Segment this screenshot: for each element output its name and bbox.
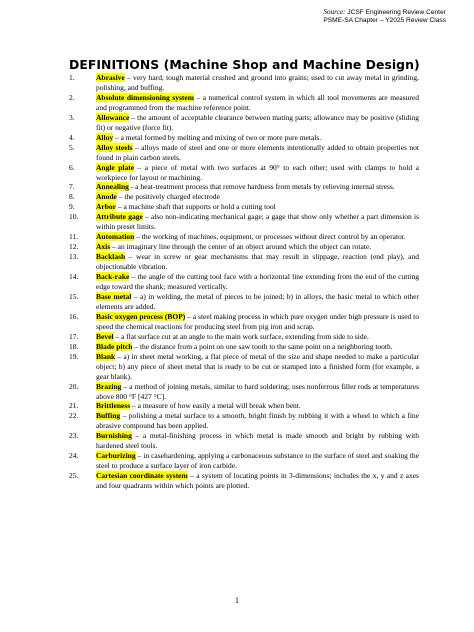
item-number: 25. [69,471,79,481]
definition-text: – a measure of how easily a metal will break when bent. [130,401,301,411]
page-title: DEFINITIONS (Machine Shop and Machine Design) [69,57,420,72]
definition-text: – a flat surface cut at an angle to the main work surface, extending from side to side. [113,331,369,341]
definition-item [69,252,419,272]
term-highlight: Abrasive [96,73,125,82]
definition-list [69,73,419,491]
item-number: 6. [69,162,75,172]
item-number: 11. [69,232,79,242]
definition-text: – in casehardening, applying a carbonaceous substance to the surface of steel and soaking the steel to produce a surface layer of iron carbide. [96,451,419,471]
source-note [323,8,446,25]
term-highlight: Blank [96,351,116,361]
definition-item [69,431,419,451]
definition-text: – a) in sheet metal working, a flat piece of metal of the size and shape needed to make a particular object; b) any piece of sheet metal that is ready to be cut or stamped into a finished form (for example, a gear blank). [96,351,419,381]
chapter-line: PSME-SA Chapter – Y2025 Review Class [323,17,446,24]
term-highlight: Absolute dimensioning system [96,92,194,102]
item-number: 7. [69,182,75,192]
definition-text: – an imaginary line through the center of an object around which the object can rotate. [110,242,372,252]
definition-item [69,332,419,342]
definition-text: – alloys made of steel and one or more elements intentionally added to obtain properties not found in plain carbon steels. [96,142,419,162]
term-highlight: Back-rake [96,272,130,282]
definition-text: – also non-indicating mechanical gage; a gage that show only whether a part dimension is within preset limits. [96,212,419,232]
definition-item [69,342,419,352]
item-number: 1. [69,73,75,82]
definition-item [69,292,419,312]
definition-text: – the working of machines, equipment, or processes without direct control by an operator. [134,232,406,242]
source-line [323,8,446,17]
definition-text: – the positively charged electrode [116,192,220,202]
term-highlight: Arbor [96,202,116,212]
page-number: 1 [235,596,239,605]
term-highlight: Automation [96,232,135,242]
term-highlight: Brittleness [96,401,131,411]
definition-text: – a metal-finishing process in which metal is made smooth and bright by rubbing with hardened steel tools. [96,431,419,451]
term-highlight: Alloy steels [96,142,133,152]
definition-item [69,202,419,212]
definition-text: – a steel making process in which pure oxygen under high pressure is used to speed the chemical reactions for producing steel from pig iron and scrap. [96,311,419,331]
definition-text: – a piece of metal with two surfaces at 90° to each other; used with clamps to hold a workpiece for layout or machining. [96,162,419,182]
definition-text: – wear in screw or gear mechanisms that may result in slippage, reaction (end play), and objectionable vibration. [96,252,419,272]
definition-text: – a metal formed by melting and mixing of two or more pure metals. [113,132,322,142]
definition-text: – polishing a metal surface to a smooth, bright finish by rubbing it with a wheel to which a fine abrasive compound has been applied. [96,411,419,431]
definition-item [69,352,419,382]
item-number: 3. [69,112,75,122]
item-number: 5. [69,142,75,152]
term-highlight: Base metal [96,291,132,301]
definition-item [69,272,419,292]
item-number: 8. [69,192,75,202]
definition-item [69,192,419,202]
term-highlight: Basic oxygen process (BOP) [96,311,186,321]
definition-item [69,382,419,402]
term-highlight: Anode [96,192,117,202]
definition-text: - a heat-treatment process that remove hardness from metals by relieving internal stress. [128,182,395,192]
item-number: 14. [69,272,79,282]
term-highlight: Annealing [96,182,129,192]
item-number: 12. [69,242,79,252]
term-highlight: Buffing [96,411,121,421]
term-highlight: Blade pitch [96,341,133,351]
definition-item [69,451,419,471]
definition-item [69,242,419,252]
term-highlight: Angle plate [96,162,135,172]
item-number: 15. [69,291,79,301]
definition-text: – a method of joining metals, similar to hard soldering; uses nonferrous filler rods at temperatures above 800 °F [427 °C]. [96,381,419,401]
definition-item [69,113,419,133]
definition-item [69,93,419,113]
definition-item [69,411,419,431]
definition-item [69,133,419,143]
item-number: 21. [69,401,79,411]
definition-item [69,163,419,183]
item-number: 20. [69,381,79,391]
item-number: 16. [69,311,79,321]
term-highlight: Carburizing [96,451,136,461]
item-number: 10. [69,212,79,222]
definition-item [69,73,419,93]
item-number: 19. [69,351,79,361]
definition-text: – a machine shaft that supports or hold a cutting tool [116,202,276,212]
item-number: 17. [69,331,79,341]
term-highlight: Cartesian coordinate system [96,471,188,481]
definition-text: – the amount of acceptable clearance between mating parts; allowance may be positive (sliding fit) or negative (force fit). [96,112,419,132]
item-number: 13. [69,252,79,262]
term-highlight: Attribute gage [96,212,143,222]
term-highlight: Alloy [96,132,114,142]
definition-text: – very hard, tough material crushed and ground into grains; used to cut away metal in grinding, polishing, and buffing. [96,73,419,92]
item-number: 4. [69,132,75,142]
item-number: 9. [69,202,75,212]
definition-item [69,401,419,411]
definition-text: – a) in welding, the metal of pieces to be joined; b) in alloys, the basic metal to which other elements are added. [96,291,419,311]
definition-item [69,212,419,232]
item-number: 22. [69,411,79,421]
definition-item [69,143,419,163]
item-number: 18. [69,341,79,351]
source-value: JCSF Engineering Review Center [345,9,446,16]
item-number: 24. [69,451,79,461]
term-highlight: Allowance [96,112,130,122]
definition-item [69,471,419,491]
term-highlight: Axis [96,242,111,252]
term-highlight: Burnishing [96,431,132,441]
source-label: Source: [323,8,346,16]
definition-item [69,182,419,192]
definition-text: – the distance from a point on one saw tooth to the same point on a neighboring tooth. [132,341,393,351]
item-number: 2. [69,92,75,102]
definition-text: – the angle of the cutting tool face with a horizontal line extending from the end of the cutting edge toward the shank; measured vertically. [96,272,419,292]
item-number: 23. [69,431,79,441]
definition-item [69,232,419,242]
definition-text: – a numerical control system in which all tool movements are measured and programmed from the machine reference point. [96,92,419,112]
definition-text: – a system of locating points in 3-dimensions; includes the x, y and z axes and four quadrants within which points are plotted. [96,471,419,491]
term-highlight: Bevel [96,331,114,341]
definition-item [69,312,419,332]
term-highlight: Brazing [96,381,122,391]
term-highlight: Backlash [96,252,126,262]
